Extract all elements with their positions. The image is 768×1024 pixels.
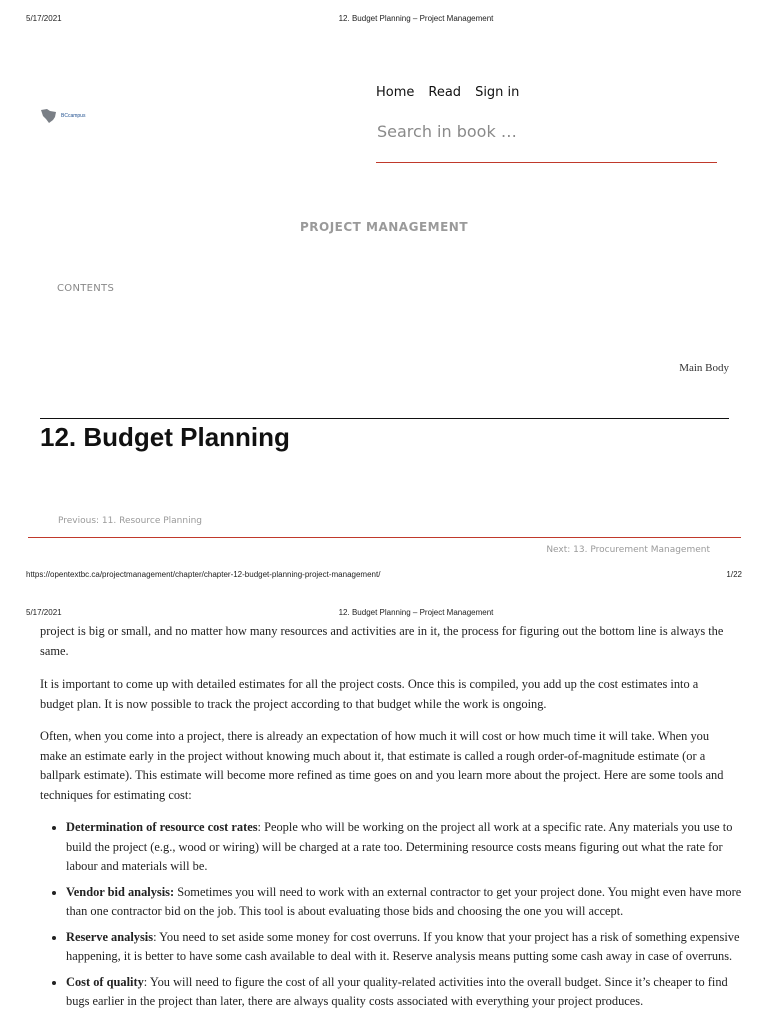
nav-divider (28, 537, 741, 538)
logo-text: BCcampus (61, 113, 86, 119)
list-item-term: Determination of resource cost rates (66, 820, 258, 834)
print-title-2: 12. Budget Planning – Project Management (338, 608, 494, 617)
cost-estimation-tools-list (48, 818, 746, 1018)
list-item (66, 883, 746, 922)
book-title[interactable]: PROJECT MANAGEMENT (299, 220, 469, 234)
contents-toggle[interactable]: CONTENTS (57, 283, 115, 294)
paragraph: It is important to come up with detailed estimates for all the project costs. Once this is compiled, you add up the cost estimates into a budget plan. It is now possible to track the project according to that budget while the work is ongoing. (40, 677, 699, 711)
list-item-text: Sometimes you will need to work with an external contractor to get your project done. You might even have more than one contractor bid on the job. This tool is about evaluating those bids and choosing the one you will accept. (66, 884, 742, 918)
title-divider (40, 418, 729, 419)
site-logo[interactable] (40, 108, 85, 124)
list-item-text: You need to set aside some money for cost overruns. If you know that your project has a risk of something expensive happening, it is better to have some cash available to deal with it. Reserve analysis means putting some cash away in case of overruns. (66, 929, 740, 963)
paragraph: project is big or small, and no matter how many resources and activities are in it, the process for figuring out the bottom line is always the same. (40, 624, 724, 658)
search-box (376, 120, 717, 163)
paragraph: Often, when you come into a project, there is already an expectation of how much it will cost or how much time it will take. When you make an estimate early in the project without knowing much about it, that estimate is called a rough order-of-magnitude estimate (or a ballpark estimate). This estimate will become more refined as time goes on and you learn more about the project. Here are some tools and techniques for estimating cost: (40, 729, 724, 802)
print-date-2: 5/17/2021 (26, 608, 62, 617)
search-input[interactable] (376, 120, 718, 141)
nav-read-link[interactable]: Read (428, 85, 462, 100)
top-nav (376, 85, 519, 100)
list-item-text: You will need to figure the cost of all your quality-related activities into the overall budget. Since it’s cheaper to find bugs earlier in the project than later, there are always quality costs associated with everything your project produces. (66, 974, 728, 1008)
list-item: • Determination of resource cost rates: People who will be working on the project all work at a specific rate. Any materials you use to build the project (e.g., wood or wiring) will be charged at a rate too. Determining resource costs means figuring out what the rate for labour and materials will be. (66, 818, 746, 877)
next-chapter-link[interactable]: Next: 13. Procurement Management (546, 545, 710, 555)
list-item: • Cost of quality: You will need to figure the cost of all your quality-related activities into the overall budget. Since it’s cheaper to find bugs earlier in the project than later, there are always quality costs associated with everything your project produces. (66, 973, 746, 1012)
list-item-text: People who will be working on the project all work at a specific rate. Any materials you use to build the project (e.g., wood or wiring) will be charged at a rate too. Determining resource costs means figuring out what the rate for labour and materials will be. (66, 820, 733, 873)
print-url: https://opentextbc.ca/projectmanagement/chapter/chapter-12-budget-planning-project-management/ (26, 570, 381, 579)
list-item-term: Vendor bid analysis: (66, 884, 175, 899)
list-item-term: Reserve analysis (66, 929, 154, 944)
nav-sign-in-link[interactable]: Sign in (475, 85, 520, 100)
print-title: 12. Budget Planning – Project Management (338, 14, 494, 23)
chapter-title: 12. Budget Planning (40, 422, 290, 452)
previous-chapter-link[interactable]: Previous: 11. Resource Planning (58, 516, 203, 526)
list-item: • Reserve analysis: You need to set aside some money for cost overruns. If you know that your project has a risk of something expensive happening, it is better to have some cash available to deal with it. Reserve analysis means putting some cash away in case of overruns. (66, 928, 746, 967)
print-date: 5/17/2021 (26, 14, 62, 23)
print-page-number: 1/22 (726, 570, 742, 579)
bc-map-icon (40, 108, 58, 124)
list-item-term: Cost of quality (66, 974, 144, 989)
nav-home-link[interactable]: Home (376, 85, 415, 100)
breadcrumb: Main Body (679, 362, 729, 374)
